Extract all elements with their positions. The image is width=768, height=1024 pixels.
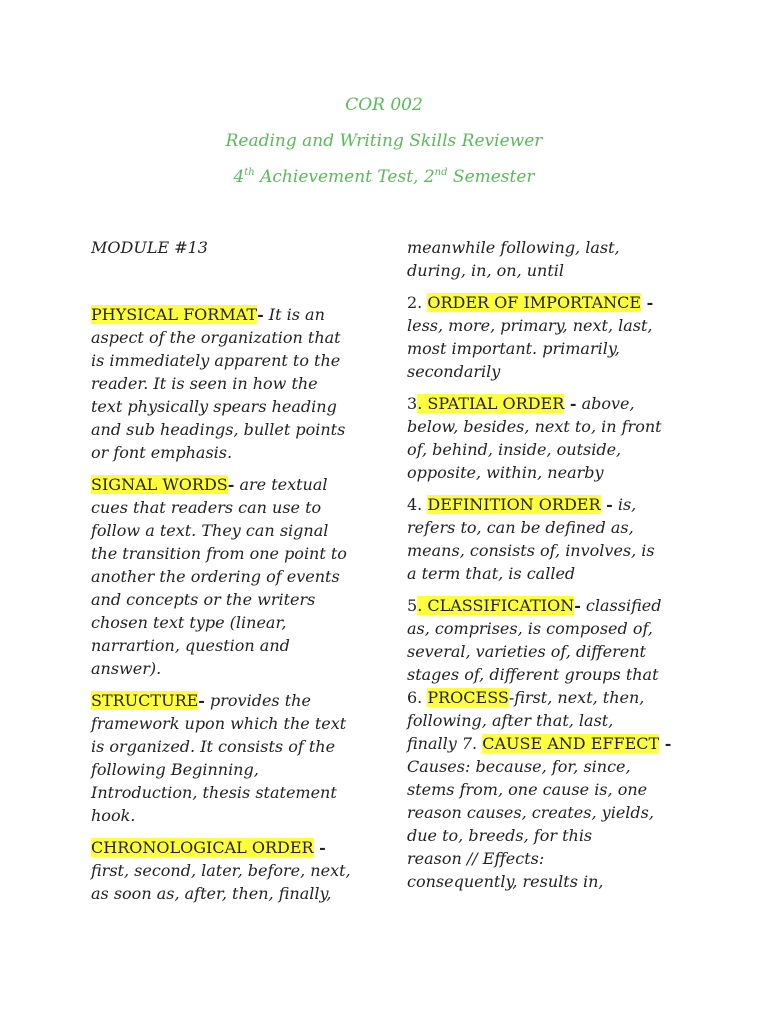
left-column	[91, 236, 367, 914]
definition-order-term: DEFINITION ORDER	[427, 495, 601, 514]
classification-paragraph: 5. CLASSIFICATION- classified as, comprises, is composed of, several, varieties of, different stages of, different groups that 6. PROCESS-first, next, then, following, after that, last, finally 7. CAUSE AND EFFECT - Causes: because, for, since, stems from, one cause is, one reason causes, creates, yields, due to, breeds, for this reason // Effects: consequently, results in,	[407, 596, 672, 891]
chronological-order-paragraph: CHRONOLOGICAL ORDER - first, second, later, before, next, as soon as, after, then, finally,	[91, 838, 351, 903]
chronological-order-continued: meanwhile following, last, during, in, on, until	[407, 238, 620, 280]
module-heading: MODULE #13	[91, 238, 208, 257]
course-code: COR 002	[345, 95, 423, 115]
test-subtitle: 4th Achievement Test, 2nd Semester	[233, 167, 535, 187]
definition-order-paragraph: 4. DEFINITION ORDER - is, refers to, can be defined as, means, consists of, involves, is a term that, is called	[407, 495, 655, 583]
structure-paragraph: STRUCTURE- provides the framework upon which the text is organized. It consists of the following Beginning, Introduction, thesis statement hook.	[91, 691, 347, 825]
cause-and-effect-term: CAUSE AND EFFECT	[482, 734, 660, 753]
spatial-order-term: . SPATIAL ORDER	[417, 394, 565, 413]
chronological-order-term: CHRONOLOGICAL ORDER	[91, 838, 314, 857]
spatial-order-paragraph: 3. SPATIAL ORDER - above, below, besides, next to, in front of, behind, inside, outside, opposite, within, nearby	[407, 394, 662, 482]
classification-term: . CLASSIFICATION	[417, 596, 575, 615]
document-title: Reading and Writing Skills Reviewer	[225, 131, 543, 151]
signal-words-paragraph: SIGNAL WORDS- are textual cues that readers can use to follow a text. They can signal the transition from one point to another the ordering of events and concepts or the writers chosen text type (linear, narrartion, question and answer).	[91, 475, 347, 678]
structure-term: STRUCTURE	[91, 691, 199, 710]
order-of-importance-term: ORDER OF IMPORTANCE	[427, 293, 642, 312]
physical-format-paragraph: PHYSICAL FORMAT- It is an aspect of the organization that is immediately apparent to the reader. It is seen in how the text physically spears heading and sub headings, bullet points or font emphasis.	[91, 305, 346, 462]
order-of-importance-paragraph: 2. ORDER OF IMPORTANCE - less, more, primary, next, last, most important. primarily, secondarily	[407, 293, 654, 381]
process-term: PROCESS	[427, 688, 509, 707]
right-column	[407, 236, 675, 902]
physical-format-term: PHYSICAL FORMAT	[91, 305, 258, 324]
signal-words-term: SIGNAL WORDS	[91, 475, 228, 494]
